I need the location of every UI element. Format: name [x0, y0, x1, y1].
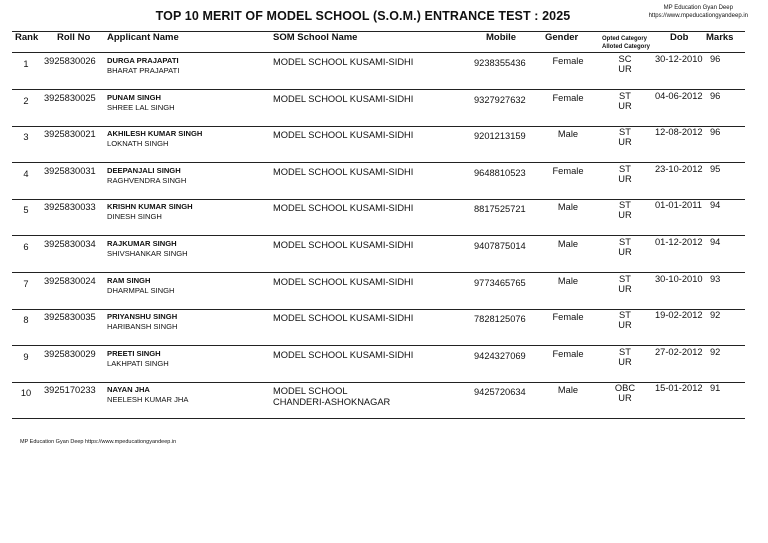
cell-roll-no: 3925830029: [44, 348, 96, 359]
cell-father-name: SHIVSHANKAR SINGH: [107, 249, 188, 258]
cell-roll-no: 3925830026: [44, 56, 96, 66]
cell-roll-no: 3925830033: [44, 202, 96, 213]
cell-applicant-name: KRISHN KUMAR SINGH: [107, 202, 193, 212]
cell-alloted-category: UR: [618, 247, 632, 257]
cell-applicant-name: PREETI SINGH: [107, 348, 161, 358]
cell-rank: 9: [23, 351, 29, 362]
cell-father-name: NEELESH KUMAR JHA: [107, 395, 189, 405]
cell-mobile: 9773465765: [474, 277, 526, 288]
cell-applicant-name: RAJKUMAR SINGH: [107, 239, 177, 248]
cell-father-name: LOKNATH SINGH: [107, 139, 169, 149]
header-applicant-name: Applicant Name: [107, 32, 179, 43]
cell-marks: 96: [710, 90, 721, 101]
watermark-line-2: https://www.mpeducationgyandeep.in: [648, 13, 748, 19]
cell-mobile: 9424327069: [474, 350, 526, 361]
cell-alloted-category: UR: [618, 173, 632, 184]
cell-dob: 27-02-2012: [655, 346, 703, 357]
table-row: [0, 383, 768, 419]
cell-dob: 01-01-2011: [655, 200, 702, 211]
cell-opted-category: ST: [619, 200, 631, 211]
cell-school-name: MODEL SCHOOL: [273, 386, 348, 397]
cell-marks: 92: [710, 346, 721, 357]
table-row: [0, 310, 768, 346]
cell-mobile: 9238355436: [474, 58, 526, 68]
header-alloted-category: Alloted Category: [602, 44, 651, 50]
cell-mobile: 9407875014: [474, 241, 526, 251]
cell-dob: 12-08-2012: [655, 127, 703, 138]
header-dob: Dob: [670, 32, 689, 43]
cell-gender: Male: [557, 129, 579, 140]
cell-mobile: 9201213159: [474, 131, 526, 142]
cell-marks: 96: [710, 127, 721, 138]
row-separator: [12, 418, 745, 419]
cell-marks: 96: [710, 54, 721, 64]
cell-rank: 5: [23, 205, 29, 216]
cell-father-name: DINESH SINGH: [107, 212, 162, 222]
header-bottom-rule: [12, 52, 745, 53]
cell-applicant-name: PUNAM SINGH: [107, 92, 162, 102]
cell-gender: Female: [552, 165, 584, 176]
cell-school-name: MODEL SCHOOL KUSAMI-SIDHI: [273, 166, 414, 177]
cell-roll-no: 3925830035: [44, 312, 96, 323]
cell-father-name: DHARMPAL SINGH: [107, 285, 175, 295]
cell-marks: 92: [710, 310, 721, 321]
cell-rank: 10: [20, 388, 32, 399]
header-category: [602, 35, 650, 51]
header-mobile: Mobile: [486, 32, 517, 43]
cell-applicant-name: DURGA PRAJAPATI: [107, 56, 179, 65]
cell-father-name: HARIBANSH SINGH: [107, 322, 178, 332]
cell-mobile: 9648810523: [474, 167, 526, 178]
cell-alloted-category: UR: [618, 64, 632, 74]
watermark-line-1: MP Education Gyan Deep: [663, 5, 733, 11]
table-row: [0, 237, 768, 273]
cell-gender: Male: [557, 239, 579, 249]
cell-rank: 4: [23, 168, 29, 179]
header-opted-category: Opted Category: [602, 36, 648, 42]
table-row: [0, 54, 768, 90]
cell-alloted-category: UR: [618, 320, 632, 331]
cell-school-name: MODEL SCHOOL KUSAMI-SIDHI: [273, 93, 414, 104]
cell-roll-no: 3925830024: [44, 275, 96, 286]
cell-opted-category: OBC: [614, 383, 636, 394]
cell-alloted-category: UR: [618, 137, 632, 148]
cell-school-name: MODEL SCHOOL KUSAMI-SIDHI: [273, 130, 414, 141]
cell-opted-category: ST: [619, 310, 631, 321]
cell-marks: 93: [710, 273, 721, 284]
header-gender: Gender: [545, 32, 579, 43]
cell-alloted-category: UR: [618, 356, 632, 367]
cell-roll-no: 3925830021: [44, 129, 96, 140]
cell-school-name: MODEL SCHOOL KUSAMI-SIDHI: [273, 57, 414, 67]
table-row: [0, 274, 768, 310]
cell-opted-category: ST: [619, 90, 631, 101]
cell-applicant-name: PRIYANSHU SINGH: [107, 312, 178, 322]
cell-opted-category: ST: [619, 346, 631, 357]
cell-father-name: SHREE LAL SINGH: [107, 102, 175, 112]
table-row: [0, 347, 768, 383]
cell-opted-category: SC: [618, 54, 632, 64]
cell-applicant-name: RAM SINGH: [107, 275, 151, 285]
cell-applicant-name: DEEPANJALI SINGH: [107, 165, 181, 175]
cell-mobile: 8817525721: [474, 204, 526, 215]
cell-mobile: 7828125076: [474, 314, 526, 325]
watermark: [649, 4, 748, 20]
cell-gender: Male: [557, 202, 579, 213]
cell-gender: Male: [557, 275, 579, 286]
cell-alloted-category: UR: [618, 210, 632, 221]
cell-school-name: MODEL SCHOOL KUSAMI-SIDHI: [273, 276, 414, 287]
cell-father-name: RAGHVENDRA SINGH: [107, 175, 187, 185]
cell-marks: 94: [710, 200, 721, 211]
cell-roll-no: 3925830034: [44, 239, 96, 249]
cell-roll-no: 3925830025: [44, 92, 96, 103]
cell-school-name: MODEL SCHOOL KUSAMI-SIDHI: [273, 313, 414, 324]
cell-alloted-category: UR: [618, 283, 632, 294]
cell-rank: 7: [23, 278, 29, 289]
cell-opted-category: ST: [619, 163, 631, 174]
cell-gender: Female: [552, 56, 584, 66]
cell-rank: 2: [23, 95, 29, 106]
cell-gender: Female: [552, 348, 584, 359]
cell-father-name: LAKHPATI SINGH: [107, 358, 169, 368]
cell-marks: 95: [710, 163, 721, 174]
cell-mobile: 9327927632: [474, 94, 526, 105]
cell-roll-no: 3925170233: [44, 385, 96, 396]
cell-alloted-category: UR: [618, 393, 632, 404]
table-row: [0, 164, 768, 200]
cell-rank: 6: [23, 242, 29, 252]
cell-dob: 19-02-2012: [655, 310, 703, 321]
header-roll-no: Roll No: [57, 32, 91, 43]
table-row: [0, 127, 768, 163]
cell-school-name: MODEL SCHOOL KUSAMI-SIDHI: [273, 203, 414, 214]
footer-note: MP Education Gyan Deep https://www.mpeducationgyandeep.in: [20, 439, 177, 445]
cell-applicant-name: NAYAN JHA: [107, 385, 150, 395]
cell-rank: 3: [23, 132, 29, 143]
cell-dob: 23-10-2012: [655, 163, 703, 174]
table-row: [0, 200, 768, 236]
cell-dob: 01-12-2012: [655, 237, 703, 247]
cell-father-name: BHARAT PRAJAPATI: [107, 66, 180, 75]
header-marks: Marks: [706, 32, 734, 43]
cell-gender: Female: [552, 92, 584, 103]
page-title: TOP 10 MERIT OF MODEL SCHOOL (S.O.M.) ENTRANCE TEST : 2025: [155, 9, 571, 23]
cell-school-name: MODEL SCHOOL KUSAMI-SIDHI: [273, 240, 414, 250]
header-school-name: SOM School Name: [273, 32, 358, 43]
header-rank: Rank: [15, 32, 39, 43]
cell-opted-category: ST: [619, 273, 631, 284]
cell-dob: 30-10-2010: [655, 273, 703, 284]
cell-rank: 8: [23, 315, 29, 326]
cell-gender: Female: [552, 312, 584, 323]
cell-applicant-name: AKHILESH KUMAR SINGH: [107, 129, 203, 139]
cell-alloted-category: UR: [618, 100, 632, 111]
cell-dob: 30-12-2010: [655, 54, 703, 64]
cell-marks: 94: [710, 237, 721, 247]
cell-school-name: MODEL SCHOOL KUSAMI-SIDHI: [273, 349, 414, 360]
cell-mobile: 9425720634: [474, 387, 526, 398]
cell-dob: 04-06-2012: [655, 90, 703, 101]
cell-marks: 91: [710, 383, 721, 394]
cell-opted-category: ST: [619, 237, 631, 247]
cell-opted-category: ST: [619, 127, 631, 138]
cell-gender: Male: [557, 385, 579, 396]
cell-rank: 1: [23, 59, 29, 69]
cell-roll-no: 3925830031: [44, 165, 96, 176]
table-row: [0, 91, 768, 127]
cell-dob: 15-01-2012: [655, 383, 703, 394]
cell-school-name-line2: CHANDERI-ASHOKNAGAR: [273, 397, 391, 408]
